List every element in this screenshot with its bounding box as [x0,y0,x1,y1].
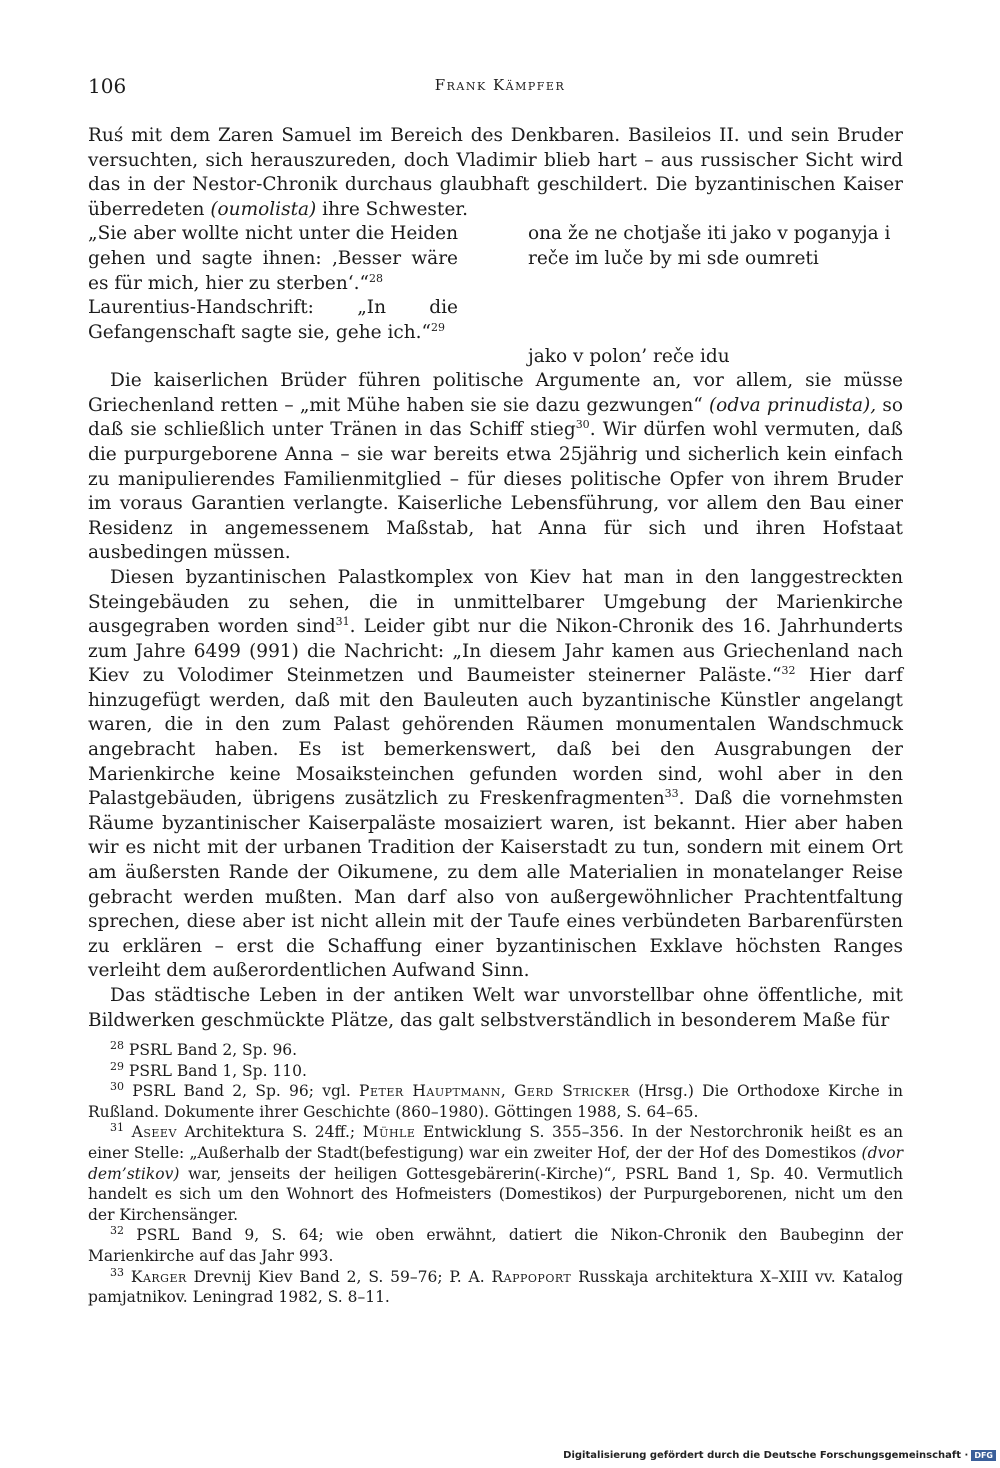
footnote: $^{29}$ PSRL Band 1, Sp. 110. [110,1059,307,1080]
footnote-ref: 31 [335,614,350,628]
term: (odva prinudista), [708,394,877,416]
funding-note: Digitalisierung gefördert durch die Deutsche Forschungsgemeinschaft · [563,1450,969,1461]
footnote: $^{31}$ Aseev Architektura S. 24ff.; Mühle Entwicklung S. 355–356. In der Nestorchronik heißt es an einer Stelle: „Außerhalb der Stadt(befestigung) war ein zweiter Hof, der der Hof des Domestikos (dvor dem’stikov) war, jenseits der heiligen Gottesgebärerin(-Kirche)“, PSRL Band 1, Sp. 40. Vermutlich handelt es sich um den Wohnort des Hofmeisters (Domestikos) der Purpurgeborenen, nicht um den der Kirchensänger. [88,1121,903,1224]
dfg-logo: DFG [971,1450,996,1461]
quote-original: ona že ne chotjaše iti jako v poganyja i reče im luče by mi sde oumreti jako v polon’ reče idu [528,223,891,367]
footer-banner [563,1450,996,1461]
footnote-ref: 32 [781,664,796,678]
term: (oumolista) [210,198,317,220]
parallel-quote [88,222,903,369]
footnotes [88,1040,903,1308]
footnote-ref: 29 [431,320,445,334]
footnote-ref: 28 [369,271,383,285]
footnote: $^{32}$ PSRL Band 9, S. 64; wie oben erwähnt, datiert die Nikon-Chronik den Baubeginn der Marienkirche auf das Jahr 993. [88,1224,903,1265]
footnote-ref: 33 [664,787,679,801]
paragraph: Das städtische Leben in der antiken Welt war unvorstellbar ohne öffentliche, mit Bildwerken geschmückte Plätze, das galt selbstverständlich in besonderem Maße für [88,985,903,1031]
main-text [88,124,903,1033]
footnote-ref: 30 [575,418,590,432]
footnote: $^{30}$ PSRL Band 2, Sp. 96; vgl. Peter Hauptmann, Gerd Stricker (Hrsg.) Die Orthodoxe Kirche in Rußland. Dokumente ihrer Geschichte (860–1980). Göttingen 1988, S. 64–65. [88,1080,903,1121]
paragraph: Die kaiserlichen Brüder führen politische Argumente an, vor allem, sie müsse Griechenland retten – „mit Mühe haben sie sie dazu gezwungen“ (odva prinudista), so daß sie schließlich unter Tränen in das Schiff stieg$^{30}$. Wir dürfen wohl vermuten, daß die purpurgeborene Anna – sie war bereits etwa 25jährig und sicherlich kein einfach zu manipulierendes Familienmitglied – für dieses politische Opfer von ihrem Bruder im voraus Garantien verlangte. Kaiserliche Lebensführung, vor allem den Bau einer Residenz in angemessenem Maßstab, hat Anna für sich und ihren Hofstaat ausbedingen müssen. [88,370,904,564]
running-head: Frank Kämpfer [434,76,566,94]
page-number: 106 [88,74,127,98]
paragraph: Diesen byzantinischen Palastkomplex von Kiev hat man in den langgestreckten Steingebäuden zu sehen, die in unmittelbarer Umgebung der Marienkirche ausgegraben worden sind$^{31}$. Leider gibt nur die Nikon-Chronik des 16. Jahrhunderts zum Jahre 6499 (991) die Nachricht: „In diesem Jahr kamen aus Griechenland nach Kiev zu Volodimer Steinmetzen und Baumeister steinerner Paläste.“$^{32}$ Hier darf hinzugefügt werden, daß mit den Bauleuten auch byzantinische Künstler angelangt waren, die in den zum Palast gehörenden Räumen monumentalen Wandschmuck angebracht haben. Es ist bemerkenswert, daß bei den Ausgrabungen der Marienkirche keine Mosaiksteinchen gefunden worden sind, wohl aber in den Palastgebäuden, übrigens zusätzlich zu Freskenfragmenten$^{33}$. Daß die vornehmsten Räume byzantinischer Kaiserpaläste mosaiziert waren, ist bekannt. Hier aber haben wir es nicht mit der urbanen Tradition der Kaiserstadt zu tun, sondern mit einem Ort am äußersten Rande der Oikumene, zu dem alle Materialien in monatelanger Reise gebracht werden mußten. Man darf also von außergewöhnlicher Prachtentfaltung sprechen, diese aber ist nicht allein mit der Taufe eines verbündeten Barbarenfürsten zu erklären – erst die Schaffung einer byzantinischen Exklave höchsten Ranges verleiht dem außerordentlichen Aufwand Sinn. [88,566,903,982]
paragraph: Ruś mit dem Zaren Samuel im Bereich des Denkbaren. Basileios II. und sein Bruder versuchten, sich herauszureden, doch Vladimir blieb hart – aus russischer Sicht wird das in der Nestor-Chronik durchaus glaubhaft geschildert. Die byzantinischen Kaiser überredeten (oumolista) ihre Schwester. [88,125,903,220]
quote-german: „Sie aber wollte nicht unter die Heiden gehen und sagte ihnen: ‚Besser wäre es für mich, hier zu sterben‘.“$^{28}$ Laurentius-Handschrift: „In die Gefangenschaft sagte sie, gehe ich.“$^{29}$ [88,223,458,343]
footnote: $^{28}$ PSRL Band 2, Sp. 96. [110,1038,298,1059]
footnote: $^{33}$ Karger Drevnij Kiev Band 2, S. 59–76; P. A. Rappoport Russkaja architektura X–XIII vv. Katalog pamjatnikov. Leningrad 1982, S. 8–11. [88,1265,903,1307]
